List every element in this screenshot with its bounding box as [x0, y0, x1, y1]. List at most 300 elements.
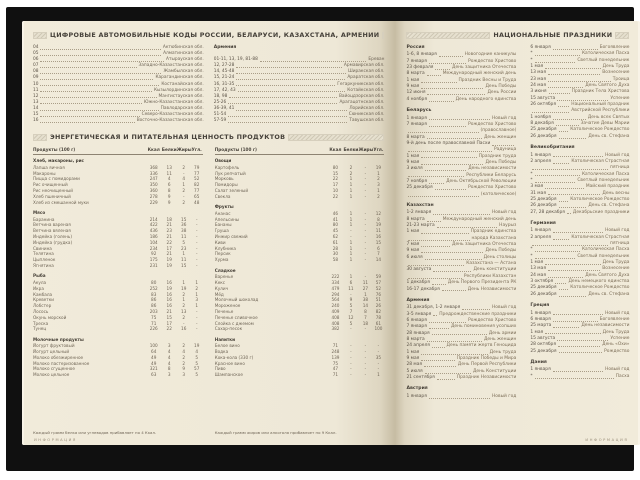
kcal-value: 75: [151, 314, 157, 320]
fat-value: -: [364, 170, 367, 176]
fat-value: -: [364, 176, 367, 182]
fat-value: -: [364, 222, 367, 228]
product-name: Хлеб пшеничный: [33, 193, 71, 199]
holiday-date: 9 мая: [406, 159, 420, 165]
holiday-date: 1 января: [530, 228, 551, 234]
holiday-date: 27, 28 декабря: [530, 209, 565, 215]
fat-value: 18: [362, 320, 369, 326]
holiday-date: 7 мая: [406, 242, 420, 248]
dot-leader: [228, 122, 347, 123]
protein-value: 1: [349, 193, 353, 199]
holiday-name: День Независимости: [467, 286, 517, 292]
nutrition-row: [33, 337, 203, 344]
product-name: Молоко пастеризованное: [33, 360, 90, 366]
fat-value: 1: [182, 297, 186, 303]
fat-value: -: [364, 257, 367, 263]
holiday-name: День Первого Президента РК: [447, 280, 517, 286]
holiday-date: Великобритания: [530, 145, 575, 151]
dot-leader: [567, 213, 571, 214]
kcal-value: 80: [332, 164, 339, 170]
carbs-value: -: [195, 314, 198, 320]
dot-leader: [553, 327, 579, 328]
region-name: Костанайская обл.: [161, 81, 204, 87]
dot-leader: [429, 398, 490, 399]
holiday-date: Германия: [530, 220, 556, 226]
fat-value: -: [364, 360, 367, 366]
holiday-name: День Победы: [485, 84, 517, 90]
product-name: Макароны: [33, 170, 56, 176]
dot-leader: [545, 264, 600, 265]
footnote-fat-alcohol: Каждый грамм жиров или алкоголя прибавляет по 9 Ккал.: [214, 430, 337, 435]
product-name: Бананы: [214, 222, 232, 228]
dot-leader: [553, 232, 603, 233]
dot-leader: [421, 82, 456, 83]
holiday-date: 3 июля: [406, 166, 423, 172]
holiday-date: 28 октября: [530, 342, 556, 348]
dot-leader: [429, 328, 449, 329]
holiday-date: 9 мая: [406, 356, 420, 361]
carbs-value: -: [195, 308, 198, 314]
kcal-value: 46: [332, 210, 339, 216]
holiday-name: Новый год: [492, 305, 517, 311]
dot-leader: [433, 214, 490, 215]
dot-leader: [553, 156, 603, 157]
dot-leader: [556, 125, 579, 126]
product-name: Цыпленок: [33, 257, 56, 263]
footnote-protein-carbs: Каждый грамм белка или углеводов прибавляет по 4 Ккал.: [33, 430, 157, 435]
dot-leader: [427, 94, 485, 95]
protein-value: 17: [166, 245, 172, 251]
product-name: Икра: [33, 285, 44, 291]
holiday-date: 3 июня: [530, 89, 547, 95]
dot-leader: [548, 277, 583, 278]
product-name: Киви: [214, 239, 226, 245]
holiday-name: Радуница: [493, 147, 517, 153]
holiday-date: 9 мая: [406, 84, 420, 90]
protein-value: 16: [166, 291, 172, 297]
code-value: 12: [33, 93, 39, 99]
fat-value: 16: [181, 326, 187, 332]
region-name: Арагацотнская обл.: [339, 99, 385, 105]
holiday-name: Католическое Рождество: [570, 127, 630, 133]
protein-value: 7: [349, 308, 353, 314]
carbs-value: 1: [195, 279, 199, 285]
dot-leader: [553, 119, 586, 120]
product-name: Окунь морской: [33, 314, 67, 320]
dot-leader: [408, 240, 469, 241]
product-name: Пиво: [214, 366, 226, 372]
fat-value: 38: [362, 297, 369, 303]
holiday-date: *: [530, 177, 533, 183]
dot-leader: [559, 138, 587, 139]
dot-leader: [236, 79, 345, 80]
holiday-date: 8 марта: [406, 71, 425, 77]
holiday-name: Католическая Пасха: [581, 51, 630, 57]
holiday-date: 26 декабря: [530, 133, 557, 139]
product-name: Салат зеленый: [214, 188, 249, 193]
holiday-date: 1 января: [530, 152, 551, 158]
dot-leader: [40, 116, 139, 117]
page-corner-label: ИНФОРМАЦИЯ: [585, 438, 629, 442]
carbs-value: 51: [375, 297, 382, 303]
kcal-value: 71: [332, 372, 339, 378]
protein-value: 16: [166, 279, 172, 285]
carbs-value: -: [195, 257, 198, 263]
holiday-name: Предрождественские праздники: [439, 311, 517, 317]
product-name: Тунец: [33, 326, 47, 332]
fat-value: 13: [181, 308, 187, 314]
column-header-carbs: Угл.: [191, 147, 202, 153]
nutrition-table: [33, 147, 384, 378]
carbs-value: -: [195, 239, 198, 245]
carbs-value: 5: [195, 360, 199, 366]
dot-leader: [553, 239, 569, 240]
kcal-value: 100: [149, 343, 158, 349]
protein-value: 1: [349, 245, 353, 251]
hatch-bar-left: [33, 32, 47, 39]
product-name: Белое вино: [214, 343, 240, 349]
carbs-value: -: [195, 251, 198, 257]
region-name: Котайкская обл.: [347, 87, 385, 93]
fat-value: 15: [181, 262, 187, 268]
protein-value: 4: [167, 349, 171, 355]
dot-leader: [535, 62, 576, 63]
product-name: Камбала: [33, 291, 53, 297]
left-page: [22, 21, 395, 445]
holiday-date: 16-17 декабря: [406, 286, 440, 292]
holiday-name: Рождество Христово: [468, 58, 517, 64]
dot-leader: [548, 270, 600, 271]
protein-value: 5: [349, 320, 353, 326]
protein-value: 12: [348, 314, 354, 320]
carbs-value: 19: [375, 222, 382, 228]
fat-value: 1: [182, 251, 186, 257]
holiday-row: [530, 145, 629, 152]
holiday-date: 3 мая: [530, 184, 544, 190]
dot-leader: [548, 74, 600, 75]
holiday-date: Армения: [406, 297, 430, 303]
fat-value: 1: [182, 182, 186, 188]
product-name: Лапша яичная: [33, 164, 65, 170]
product-name: Персик: [214, 251, 231, 257]
region-name: Лорийская обл.: [349, 105, 385, 111]
kcal-value: 80: [332, 222, 339, 228]
product-name: Хлеб, макароны, рис: [33, 158, 85, 164]
dot-leader: [548, 194, 600, 195]
product-name: Рыба: [33, 273, 46, 279]
dot-leader: [228, 103, 337, 104]
holiday-date: 1 мая: [406, 349, 420, 355]
dot-leader: [429, 183, 444, 184]
column-header-fat: Жиры: [176, 147, 192, 153]
code-value: Армения: [213, 45, 237, 50]
kcal-value: 71: [332, 343, 339, 349]
dot-leader: [421, 360, 454, 361]
dot-leader: [228, 116, 346, 117]
protein-value: -: [350, 349, 352, 355]
protein-value: 6: [167, 182, 171, 188]
kcal-value: 294: [331, 291, 340, 297]
protein-value: 21: [166, 233, 172, 239]
holiday-name: Католическая Страстная: [571, 158, 630, 164]
holiday-date: Австрия: [406, 386, 428, 392]
protein-value: 2: [349, 170, 353, 176]
carbs-value: 100: [374, 326, 383, 332]
holiday-date: 1 января: [530, 310, 551, 316]
kcal-value: 422: [149, 222, 158, 228]
fat-value: 1: [182, 279, 186, 285]
holidays-section-title: НАЦИОНАЛЬНЫЕ ПРАЗДНИКИ: [493, 31, 613, 39]
holiday-date: 21 сентября: [406, 375, 435, 381]
carbs-value: 2: [377, 193, 380, 199]
protein-value: 1: [349, 210, 353, 216]
code-value: 14: [33, 105, 39, 111]
fat-value: -: [364, 343, 367, 349]
carbs-value: -: [377, 366, 380, 372]
product-name: Лосось: [33, 308, 49, 314]
holiday-date: *: [530, 171, 533, 177]
kcal-value: 334: [331, 279, 340, 285]
fat-value: 38: [181, 228, 187, 234]
holiday-date: 1 мая: [530, 64, 544, 70]
protein-value: 8: [167, 188, 171, 193]
holiday-name: День всех Святых: [587, 114, 630, 120]
carbs-value: -: [195, 233, 198, 239]
kcal-value: 49: [151, 354, 157, 360]
holiday-name: День армии: [488, 330, 517, 336]
fat-value: 27: [362, 285, 369, 291]
fat-value: 2: [182, 314, 186, 320]
holiday-name: Праздник Весны и Труда: [458, 77, 517, 83]
dot-leader: [558, 106, 569, 107]
holiday-name: Международный женский день: [442, 216, 517, 222]
product-name: Овощи: [214, 158, 232, 164]
carbs-value: 2: [377, 176, 380, 182]
kcal-value: 336: [149, 170, 158, 176]
holiday-date: 15 августа: [530, 335, 556, 341]
kcal-value: 382: [331, 326, 340, 332]
product-name: Кекс: [214, 279, 226, 285]
fat-value: 11: [181, 233, 187, 239]
fat-value: 14: [362, 303, 369, 309]
holiday-name: День женщин: [483, 336, 517, 342]
dot-leader: [429, 101, 454, 102]
protein-value: 11: [166, 170, 172, 176]
holiday-name: Праздник единства: [470, 229, 517, 235]
dot-leader: [40, 122, 134, 123]
protein-value: 8: [167, 366, 171, 372]
region-name: Северо-Казахстанская обл.: [141, 112, 204, 118]
kcal-value: 71: [151, 320, 157, 326]
dot-leader: [421, 252, 483, 253]
dot-leader: [559, 352, 603, 353]
holiday-name: День св. Стефана: [588, 203, 630, 209]
holiday-name: День Победы: [485, 159, 517, 165]
column-header-fat: Жиры: [358, 147, 374, 153]
product-name: Слойка с джемом: [214, 320, 254, 326]
fat-value: -: [364, 251, 367, 257]
holiday-name: Международный женский день: [442, 71, 517, 77]
holiday-name: Праздник Победы и Мира: [456, 356, 517, 361]
holiday-date: 12 июня: [406, 90, 426, 96]
holiday-name: Новый год: [492, 115, 517, 121]
kcal-value: 252: [149, 285, 158, 291]
kcal-value: 80: [151, 279, 157, 285]
holiday-name: Рождество Христово: [468, 185, 517, 191]
fat-value: 2: [182, 164, 186, 170]
product-name: Молочные продукты: [33, 336, 84, 342]
product-name: Хурма: [214, 257, 229, 263]
hatch-bar-right: [288, 134, 384, 141]
holiday-name: День Труда: [602, 329, 630, 335]
product-name: Груша: [214, 228, 229, 234]
region-name: Жамбылская обл.: [163, 69, 204, 75]
holiday-date: 24 апреля: [406, 343, 430, 349]
carbs-value: -: [195, 245, 198, 251]
holiday-date: 13 мая: [530, 266, 546, 272]
carbs-value: 82: [194, 182, 200, 188]
fat-value: 4: [182, 349, 186, 355]
dot-leader: [40, 110, 158, 111]
dot-leader: [549, 93, 570, 94]
code-row: [33, 118, 204, 124]
holiday-name: Троица: [612, 76, 630, 82]
carbs-value: 76: [375, 291, 382, 297]
dot-leader: [236, 110, 347, 111]
carbs-value: 11: [375, 228, 382, 234]
carbs-value: 61: [375, 320, 382, 326]
code-value: 13: [33, 99, 39, 105]
protein-value: 18: [166, 216, 172, 222]
code-value: 25-26: [213, 99, 227, 105]
holiday-date: 2 апреля: [530, 234, 552, 240]
kcal-value: 360: [149, 188, 158, 193]
code-value: 15, 21-24: [213, 75, 235, 81]
holiday-name: Наурыз: [499, 223, 517, 229]
fat-value: -: [364, 354, 367, 360]
code-value: 10: [33, 81, 39, 87]
product-name: Йогурт фруктовый: [33, 343, 75, 349]
dot-leader: [408, 265, 464, 266]
protein-value: 1: [349, 274, 353, 280]
holiday-date: 26 октября: [530, 102, 556, 108]
protein-value: 1: [349, 239, 353, 245]
kcal-value: 350: [149, 182, 158, 188]
region-name: Актюбинская обл.: [162, 45, 204, 50]
holiday-date: 8 декабря: [530, 121, 554, 127]
holiday-name: (православное): [480, 128, 517, 134]
kcal-value: 229: [149, 199, 158, 205]
holiday-name: Праздник труда: [478, 153, 517, 159]
right-page: [395, 21, 640, 445]
holiday-name: Зачатие Девы Марии: [580, 121, 630, 127]
protein-value: 1: [349, 176, 353, 182]
fat-value: -: [364, 372, 367, 378]
product-name: Рис очищенный: [33, 182, 68, 188]
dot-leader: [40, 103, 141, 104]
fat-value: 36: [181, 222, 187, 228]
holiday-date: 6 января: [530, 316, 551, 322]
code-value: 18, 98: [213, 93, 228, 99]
holiday-name: народа Казахстана: [471, 235, 517, 241]
dot-leader: [559, 296, 587, 297]
protein-value: 11: [348, 285, 354, 291]
carbs-value: 77: [194, 170, 200, 176]
holiday-row: [406, 386, 516, 393]
code-value: 05: [33, 51, 39, 57]
region-name: Кызылординская обл.: [153, 87, 204, 93]
code-value: 09: [33, 75, 39, 81]
carbs-value: 7: [377, 251, 380, 257]
carbs-value: -: [377, 360, 380, 366]
protein-value: 9: [349, 297, 353, 303]
holiday-date: 8 марта: [406, 134, 425, 140]
kcal-value: 86: [151, 303, 157, 309]
holiday-name: Майский праздник: [585, 184, 630, 190]
dot-leader: [408, 278, 461, 279]
region-name: Атырауская обл.: [166, 57, 204, 63]
protein-value: 22: [166, 239, 172, 245]
product-name: Пицца с помидорами: [33, 176, 80, 182]
holiday-date: 6 июля: [406, 254, 423, 260]
product-name: Индейка (грудка): [33, 239, 73, 245]
holiday-name: День Конституции: [472, 368, 517, 374]
holiday-name: День независимости: [581, 323, 630, 329]
dot-leader: [558, 346, 600, 347]
carbs-value: 82: [375, 308, 382, 314]
region-name: Ширакская обл.: [348, 69, 385, 75]
dot-leader: [40, 85, 159, 86]
column-header-product: Продукты (100 г): [214, 147, 257, 153]
fat-value: 2: [182, 343, 186, 349]
kcal-value: 63: [151, 372, 157, 378]
holiday-date: 8 марта: [406, 216, 425, 222]
region-name: Тавушская обл.: [349, 118, 385, 124]
product-name: Сахар-песок: [214, 326, 243, 332]
dot-leader: [553, 49, 598, 50]
carbs-value: 2: [195, 285, 199, 291]
holiday-name: День независимости: [468, 166, 517, 172]
holiday-date: 1 января: [530, 367, 551, 373]
kcal-value: 49: [151, 360, 157, 366]
holiday-name: Новый год: [492, 393, 517, 399]
protein-value: 1: [349, 222, 353, 228]
holiday-row: [406, 108, 516, 115]
protein-value: 2: [349, 164, 353, 170]
holiday-date: 1-6, 8 января: [406, 52, 437, 58]
region-name: Восточно-Казахстанская обл.: [136, 118, 204, 124]
fat-value: -: [364, 193, 367, 199]
dot-leader: [427, 221, 441, 222]
protein-value: 5: [349, 303, 353, 309]
holiday-date: 6 января: [530, 45, 551, 50]
protein-value: 15: [166, 314, 172, 320]
holiday-date: *: [530, 373, 533, 379]
dot-leader: [433, 271, 471, 272]
holiday-name: Католическое Рождество: [570, 285, 630, 291]
protein-value: 9: [167, 193, 171, 199]
diary-open-spread: [22, 21, 630, 445]
holiday-date: *: [530, 253, 533, 259]
column-header-protein: Белки: [161, 147, 177, 153]
holiday-name: Национальный праздник: [571, 102, 630, 108]
holiday-name: День народного единства: [455, 96, 517, 102]
holiday-name: Успение: [610, 335, 630, 341]
product-name: Ягнятина: [33, 262, 54, 268]
holiday-name: День столицы: [483, 254, 517, 260]
holiday-name: пятница: [609, 241, 630, 247]
region-name: Армавирская обл.: [343, 63, 385, 69]
